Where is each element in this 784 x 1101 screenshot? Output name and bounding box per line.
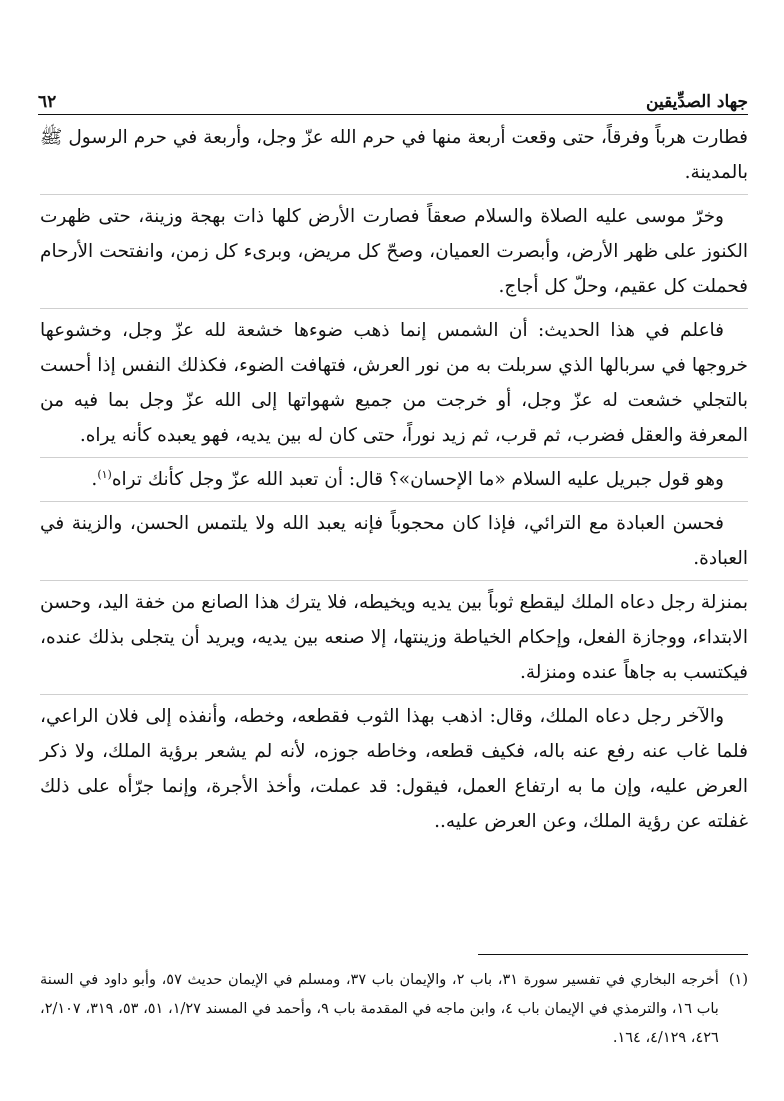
paragraph [40,585,748,695]
paragraph-text: فطارت هرباً وفرقاً، حتى وقعت أربعة منها في حرم الله عزّ وجل، وأربعة في حرم الرسول ﷺ بالمدينة. [40,127,748,183]
paragraph [40,699,748,843]
footnote [40,966,748,1053]
footnote-number: (١) [728,972,748,988]
paragraph-text: فاعلم في هذا الحديث: أن الشمس إنما ذهب ضوءها خشعة لله عزّ وجل، وخشوعها خروجها في سربالها الذي سربلت به من نور العرش، فتهافت الضوء، فكذلك النفس إذا أحست بالتجلي خشعت له عزّ وجل، أو خرجت من جميع شهواتها إلى الله عزّ وجل بما فيه من المعرفة والعقل فضرب، ثم قرب، ثم زيد نوراً، حتى كان له بين يديه، فهو يعبده كأنه يراه. [40,320,748,446]
paragraph-tail: . [91,469,98,490]
header-rule [38,114,748,115]
paragraph [40,462,748,502]
paragraph-text: وخرّ موسى عليه الصلاة والسلام صعقاً فصارت الأرض كلها ذات بهجة وزينة، حتى ظهرت الكنوز على ظهر الأرض، وأبصرت العميان، وصحّ كل مريض، وبرىء كل زمن، وانفتحت الأرحام فحملت كل عقيم، وحلّ كل أجاج. [40,206,748,297]
paragraph-text: وهو قول جبريل عليه السلام «ما الإحسان»؟ قال: أن تعبد الله عزّ وجل كأنك تراه [111,469,724,490]
footnotes [40,966,748,1053]
paragraph [40,313,748,458]
footnote-reference: (١) [97,467,112,481]
paragraph [40,199,748,309]
running-title: جهاد الصدِّيقين [646,92,748,112]
footnote-text: أخرجه البخاري في تفسير سورة ٣١، باب ٢، والإيمان باب ٣٧، ومسلم في الإيمان حديث ٥٧، وأبو داود في السنة باب ١٦، والترمذي في الإيمان باب ٤، وابن ماجه في المقدمة باب ٩، وأحمد في المسند ١/٢٧، ٥١، ٥٣، ٣١٩، ٢/١٠٧، ٤٢٦، ٤/١٢٩، ١٦٤. [40,972,719,1046]
body-text [40,120,748,847]
running-head [38,86,748,112]
paragraph-text: بمنزلة رجل دعاه الملك ليقطع ثوباً بين يديه ويخيطه، فلا يترك هذا الصانع من خفة اليد، وحسن الابتداء، ووجازة الفعل، وإحكام الخياطة وزينتها، إلا صنعه بين يديه، ويريد أن يتجلى بذلك عنده، فيكتسب به جاهاً عنده ومنزلة. [40,592,748,683]
paragraph-text: فحسن العبادة مع الترائي، فإذا كان محجوباً فإنه يعبد الله ولا يلتمس الحسن، والزينة في العبادة. [40,513,748,569]
paragraph [40,506,748,581]
paragraph [40,120,748,195]
footnote-rule [478,954,748,955]
paragraph-text: والآخر رجل دعاه الملك، وقال: اذهب بهذا الثوب فقطعه، وخطه، وأنفذه إلى فلان الراعي، فلما غاب عنه رفع عنه باله، فكيف قطعه، وخاطه جوزه، لأنه لم يشعر برؤية الملك، ولا ذكر العرض عليه، وإن ما به ارتفاع العمل، فيقول: قد عملت، وأخذ الأجرة، وإنما جرّأه على ذلك غفلته عن رؤية الملك، وعن العرض عليه.. [40,706,748,832]
page-number: ٦٢ [38,92,57,112]
